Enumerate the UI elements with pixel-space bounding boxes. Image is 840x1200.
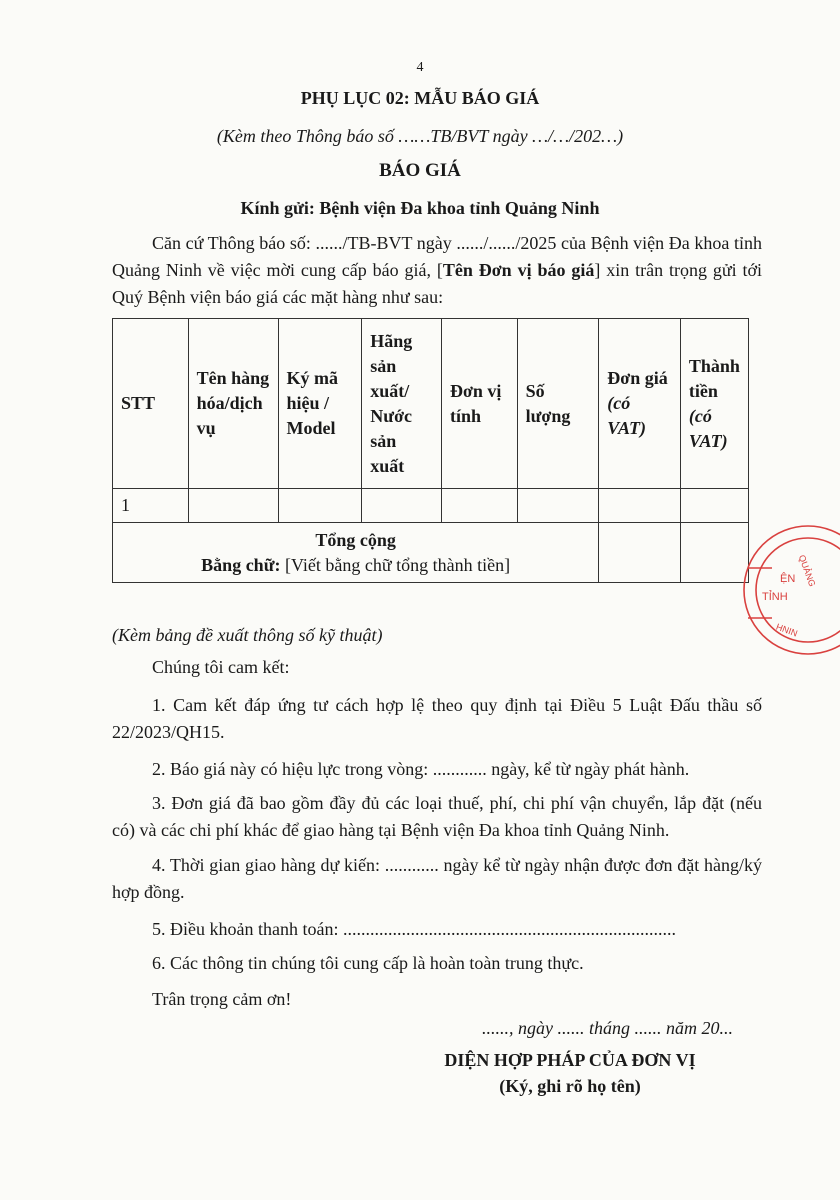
- header-unit: Đơn vị tính: [441, 319, 517, 489]
- header-amount-label: Thành tiền: [688, 355, 740, 401]
- intro-text-after: ] xin trân trọng gửi tới Quý Bệnh viện báo giá các mặt hàng như sau:: [112, 260, 762, 307]
- intro-text-before: Căn cứ Thông báo số: ....../TB-BVT ngày ....../....../2025 của Bệnh viện Đa khoa tỉnh Quảng Ninh về việc mời cung cấp báo giá, [: [112, 233, 762, 280]
- cell-price: [599, 489, 681, 523]
- commitment-4: 4. Thời gian giao hàng dự kiến: ............ ngày kể từ ngày nhận được đơn đặt hàng/ký hợp đồng.: [112, 855, 762, 902]
- closing-line: Trân trọng cảm ơn!: [152, 989, 292, 1009]
- appendix-subtitle: (Kèm theo Thông báo số ……TB/BVT ngày …/…/202…): [216, 126, 624, 146]
- document-title: BÁO GIÁ: [379, 160, 461, 181]
- cell-qty: [517, 489, 599, 523]
- header-maker: Hãng sản xuất/ Nước sản xuất: [362, 319, 442, 489]
- recipient-line: Kính gửi: Bệnh viện Đa khoa tỉnh Quảng Ninh: [240, 198, 600, 218]
- in-words-label: Bằng chữ:: [201, 554, 281, 575]
- table-total-row: [113, 523, 749, 583]
- stamp-inner-ring: [756, 538, 840, 642]
- attachment-note: (Kèm bảng đề xuất thông số kỹ thuật): [112, 625, 383, 645]
- commitment-5: 5. Điều khoản thanh toán: ..........................................................................: [152, 919, 676, 939]
- signature-representative: DIỆN HỢP PHÁP CỦA ĐƠN VỊ: [444, 1050, 696, 1070]
- cell-amount: [680, 489, 748, 523]
- header-code: Ký mã hiệu / Model: [278, 319, 362, 489]
- commitment-1: 1. Cam kết đáp ứng tư cách hợp lệ theo quy định tại Điều 5 Luật Đấu thầu số 22/2023/QH15.: [112, 695, 762, 742]
- cell-maker: [362, 489, 442, 523]
- commitment-3: 3. Đơn giá đã bao gồm đầy đủ các loại thuế, phí, chi phí vận chuyển, lắp đặt (nếu có) và các chi phí khác để giao hàng tại Bệnh viện Đa khoa tỉnh Quảng Ninh.: [112, 793, 762, 840]
- commitment-2: 2. Báo giá này có hiệu lực trong vòng: ............ ngày, kể từ ngày phát hành.: [152, 759, 690, 779]
- signature-date-line: ......, ngày ...... tháng ...... năm 20...: [482, 1018, 733, 1038]
- stamp-text-bottom: NINH: [774, 621, 799, 639]
- intro-paragraph: [112, 230, 762, 311]
- header-amount-note: (có VAT): [688, 405, 728, 451]
- intro-text-bold: Tên Đơn vị báo giá: [442, 260, 595, 280]
- in-words-value: [Viết bằng chữ tổng thành tiền]: [284, 554, 511, 575]
- header-qty: Số lượng: [517, 319, 599, 489]
- stamp-text-mid2: TỈNH: [762, 591, 788, 603]
- header-stt: STT: [113, 319, 189, 489]
- commitment-6: 6. Các thông tin chúng tôi cung cấp là hoàn toàn trung thực.: [152, 953, 584, 973]
- signature-note: (Ký, ghi rõ họ tên): [499, 1076, 641, 1096]
- header-price-note: (có VAT): [607, 393, 646, 438]
- stamp-text-mid1: ỆN: [780, 573, 796, 585]
- header-price: [599, 319, 681, 489]
- quote-table: [112, 318, 749, 583]
- table-row: [113, 489, 749, 523]
- commit-heading: Chúng tôi cam kết:: [152, 657, 290, 677]
- total-cell: [113, 523, 599, 583]
- total-label: Tổng cộng: [315, 529, 396, 550]
- in-words-line: [121, 553, 590, 578]
- header-price-label: Đơn giá: [607, 368, 668, 388]
- cell-code: [278, 489, 362, 523]
- red-seal-stamp: [730, 520, 840, 660]
- appendix-title: PHỤ LỤC 02: MẪU BÁO GIÁ: [300, 88, 540, 108]
- header-name: Tên hàng hóa/dịch vụ: [188, 319, 278, 489]
- cell-name: [188, 489, 278, 523]
- header-amount: [680, 319, 748, 489]
- total-price-cell: [599, 523, 681, 583]
- page-number: 4: [416, 60, 424, 75]
- table-header-row: [113, 319, 749, 489]
- cell-stt: 1: [113, 489, 189, 523]
- stamp-text-top: QUẢNG: [796, 553, 818, 588]
- cell-unit: [441, 489, 517, 523]
